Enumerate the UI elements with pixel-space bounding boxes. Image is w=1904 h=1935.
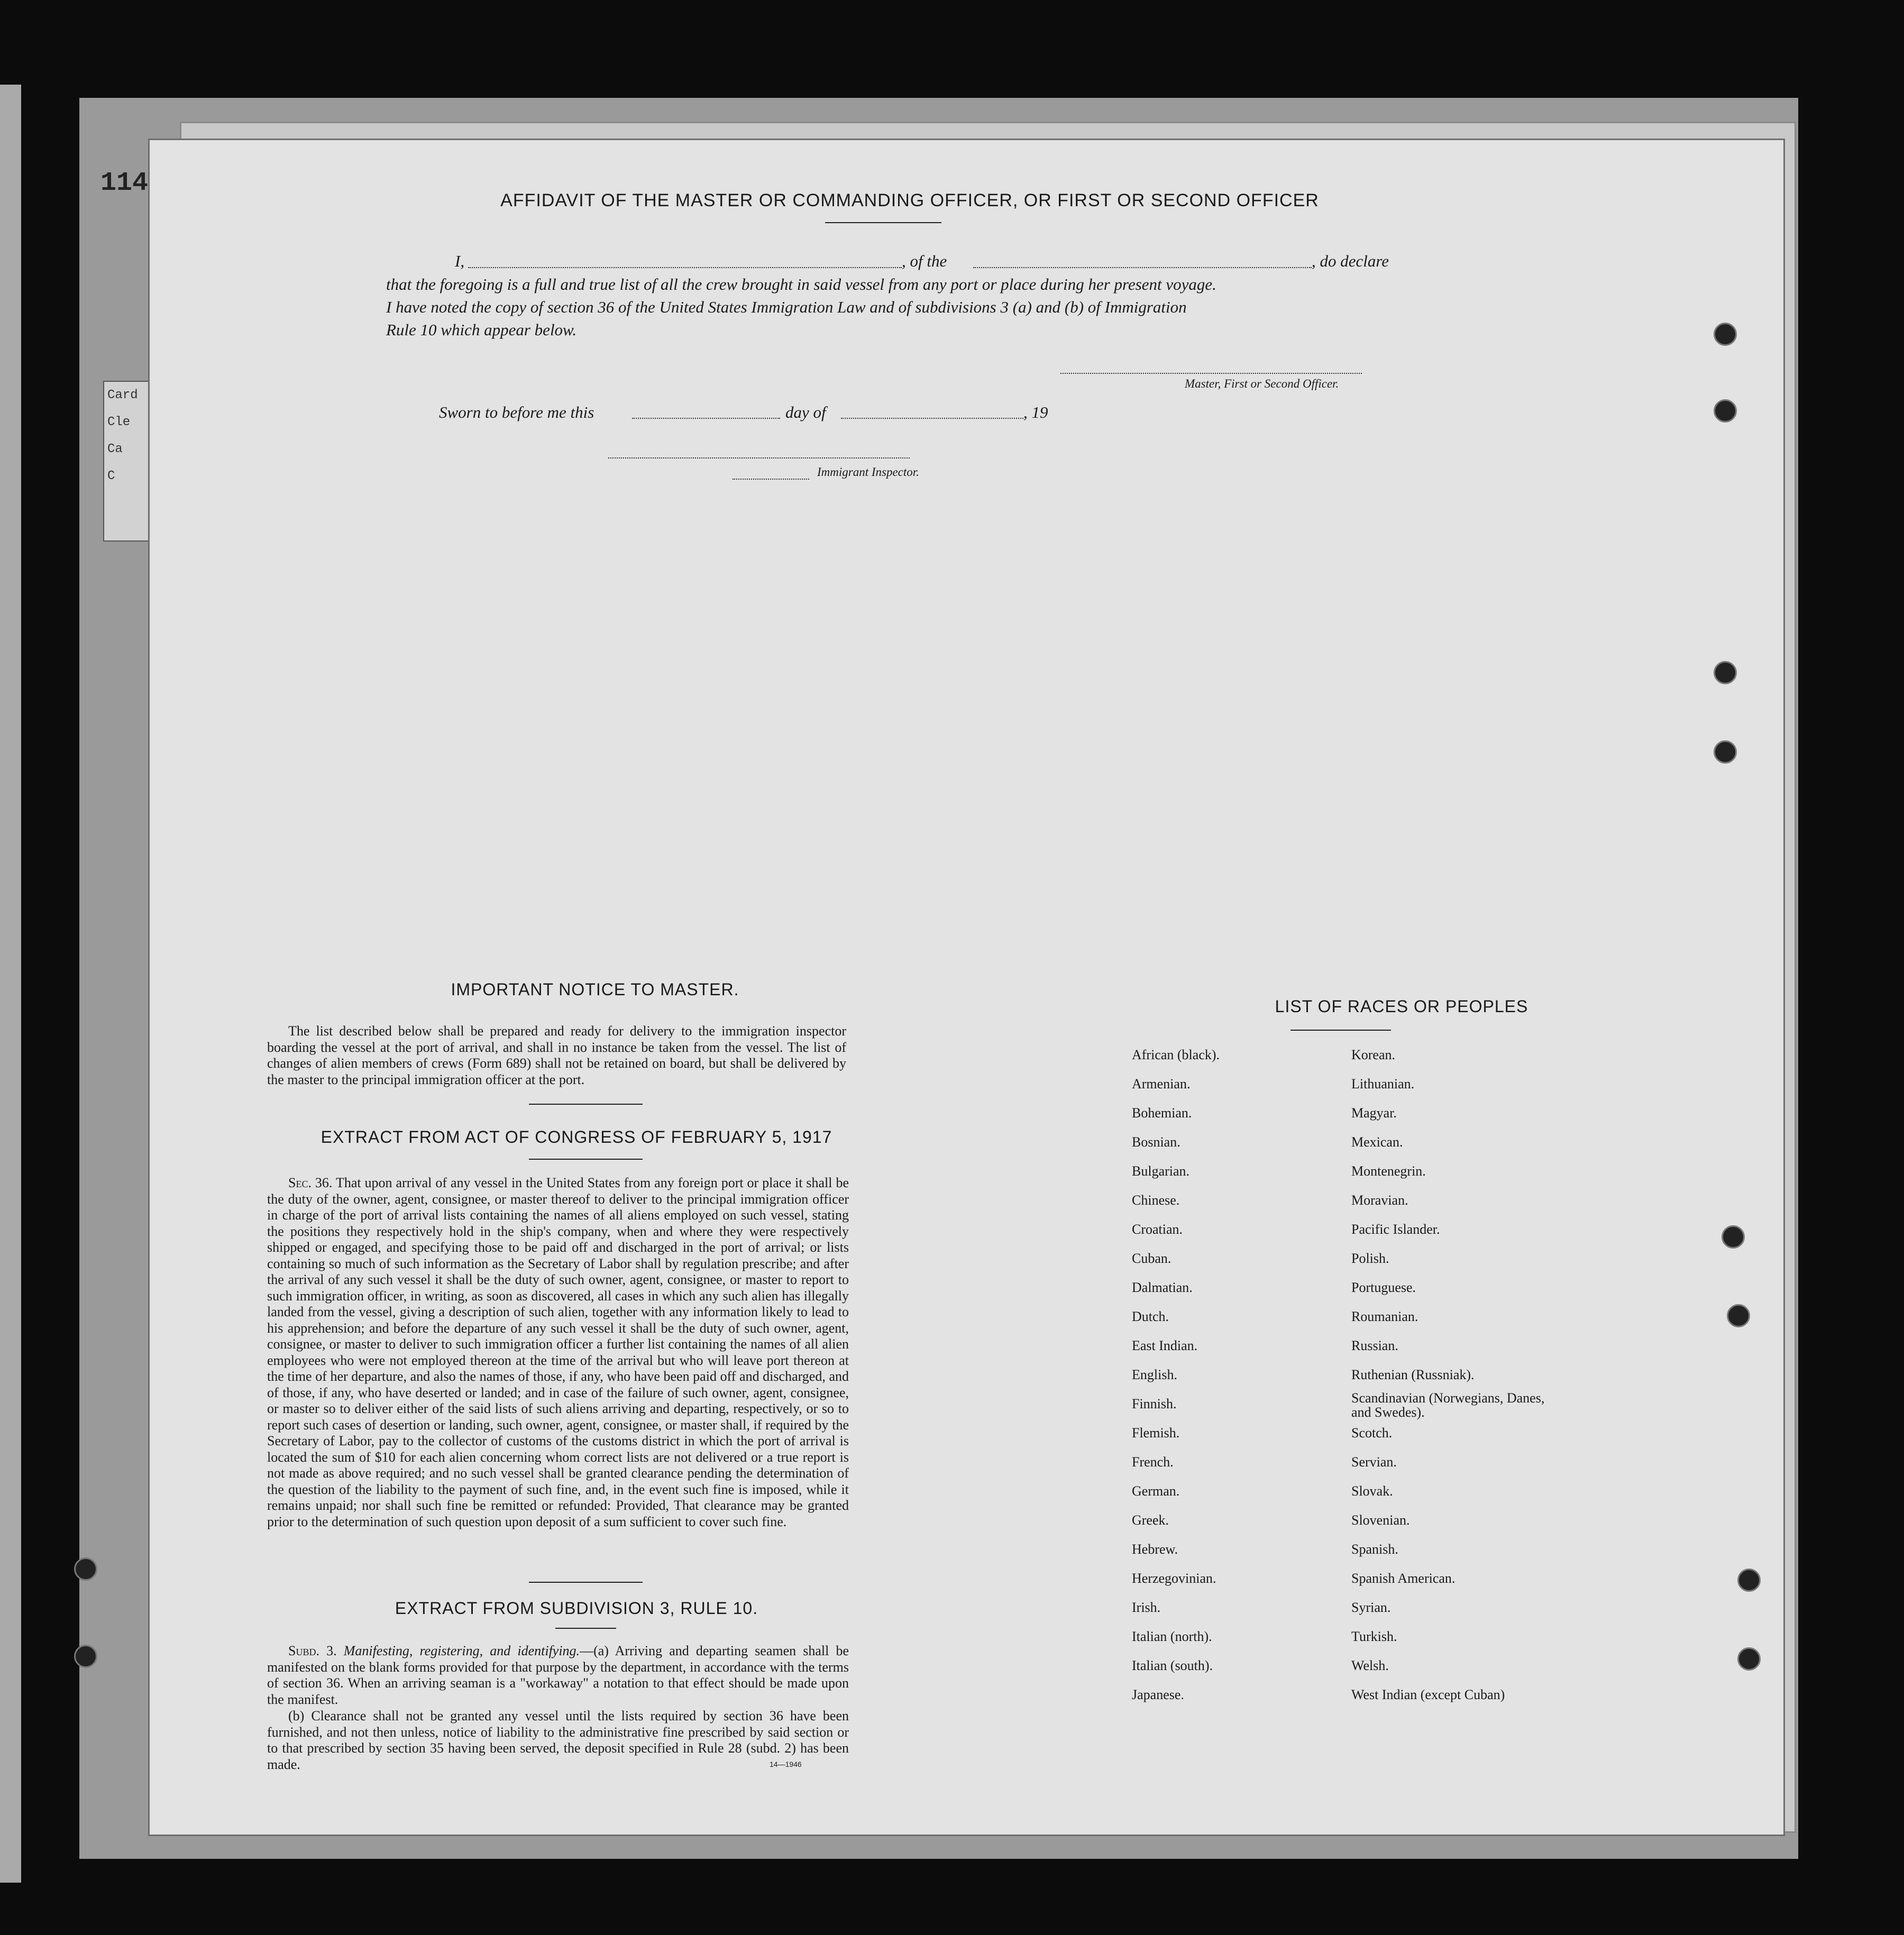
year-label: , 19 (1023, 403, 1048, 421)
divider (529, 1104, 643, 1105)
race-item: Ruthenian (Russniak). (1351, 1367, 1475, 1382)
race-item: Dutch. (1132, 1309, 1169, 1324)
race-item: Italian (north). (1132, 1629, 1212, 1644)
card-stamp: Card Cle Ca C (103, 381, 153, 542)
race-item: Armenian. (1132, 1076, 1191, 1092)
title-divider (825, 222, 941, 223)
race-item: Montenegrin. (1351, 1163, 1426, 1179)
race-item: Syrian. (1351, 1600, 1391, 1615)
notice-text: The list described below shall be prepared and ready for delivery to the immigration inspector boarding the vessel at the port of arrival, and shall in no instance be taken from the vessel. The list of changes of alien members of crews (Form 689) shall not be retained on board, but shall be delivered by the master to the principal immigration officer at the port. (267, 1023, 846, 1087)
punch-hole-icon (1737, 1647, 1761, 1671)
race-item: Flemish. (1132, 1425, 1180, 1441)
rule-extract-title: EXTRACT FROM SUBDIVISION 3, RULE 10. (395, 1599, 758, 1618)
divider (555, 1628, 616, 1629)
punch-hole-icon (74, 1645, 97, 1668)
race-item: East Indian. (1132, 1338, 1198, 1353)
subdivision-3-a (267, 1643, 849, 1708)
inspector-field[interactable] (608, 457, 910, 458)
race-item: Servian. (1351, 1454, 1397, 1470)
race-item: Dalmatian. (1132, 1280, 1193, 1295)
section-body: That upon arrival of any vessel in the United States from any foreign port or place it shall be the duty of the owner, agent, consignee, or master thereof to deliver to the principal immigration officer in charge of the port of arrival lists containing the names of all aliens employed on such vessel, stating the positions they respectively hold in the ship's company, when and where they were respectively shipped or engaged, and specifying those to be paid off and discharged in the port of arrival; or lists containing so much of such information as the Secretary of Labor shall by regulation prescribe; and after the arrival of any such vessel it shall be the duty of such owner, agent, consignee, or master to report to such immigration officer, in writing, as soon as discovered, all cases in which any such alien has illegally landed from the vessel, giving a description of such alien, together with any information likely to lead to his apprehension; and before the departure of any such vessel it shall be the duty of such owner, agent, consignee, or master to deliver to such immigration officer a further list containing the names of all alien employees who were not employed thereon at the time of the arrival but who will leave port thereon at the time of her departure, and also the names of those, if any, who have been paid off and discharged, and of those, if any, who have deserted or landed; and in case of the failure of such owner, agent, consignee, or master so to deliver either of the said lists of such aliens arriving and departing, respectively, or so to report such cases of desertion or landing, such owner, agent, consignee, or master shall, if required by the Secretary of Labor, pay to the collector of customs of the customs district in which the port of arrival is located the sum of $10 for each alien concerning whom correct lists are not delivered or a true report is not made as above required; and no such vessel shall be granted clearance pending the determination of the question of the liability to the payment of such fine, and, in the event such fine is imposed, while it remains unpaid; nor shall such fine be remitted or refunded: Provided, That clearance may be granted prior to the determination of such question upon deposit of a sum sufficient to cover such fine. (267, 1175, 849, 1529)
day-of-label: day of (785, 403, 826, 421)
race-item: Scotch. (1351, 1425, 1393, 1441)
of-the-label: , of the (902, 252, 947, 270)
race-item: Turkish. (1351, 1629, 1397, 1644)
race-item: Hebrew. (1132, 1542, 1178, 1557)
signature-field[interactable] (1060, 373, 1362, 374)
section-36-text (267, 1175, 849, 1530)
section-label: Sec. 36. (288, 1175, 333, 1190)
form-number: 14—1946 (770, 1760, 802, 1768)
declarant-name-field[interactable] (468, 267, 902, 268)
subd-label: Subd. 3. (288, 1643, 337, 1658)
sworn-month-field[interactable] (841, 418, 1023, 419)
race-item: Chinese. (1132, 1193, 1180, 1208)
sworn-day-field[interactable] (632, 418, 780, 419)
punch-hole-icon (1714, 740, 1737, 764)
inspector-label: Immigrant Inspector. (817, 465, 919, 479)
race-item: Finnish. (1132, 1396, 1177, 1411)
race-item: Lithuanian. (1351, 1076, 1415, 1092)
race-item: German. (1132, 1483, 1180, 1499)
race-item: Slovak. (1351, 1483, 1393, 1499)
act-extract-title: EXTRACT FROM ACT OF CONGRESS OF FEBRUARY 5, 1917 (321, 1127, 832, 1147)
race-item: Slovenian. (1351, 1512, 1410, 1528)
race-item: Irish. (1132, 1600, 1161, 1615)
race-item: African (black). (1132, 1047, 1220, 1062)
race-item: Spanish American. (1351, 1571, 1456, 1586)
race-item: Spanish. (1351, 1542, 1398, 1557)
race-item: Moravian. (1351, 1193, 1408, 1208)
inspector-underline (733, 479, 809, 480)
race-item: Bosnian. (1132, 1134, 1180, 1150)
races-title: LIST OF RACES OR PEOPLES (1275, 997, 1528, 1016)
signature-label: Master, First or Second Officer. (1185, 377, 1339, 390)
race-item: Herzegovinian. (1132, 1571, 1216, 1586)
race-item: Magyar. (1351, 1105, 1397, 1121)
race-item: Polish. (1351, 1251, 1389, 1266)
race-item: Mexican. (1351, 1134, 1403, 1150)
adjacent-page-edge (0, 85, 21, 1883)
race-item: Roumanian. (1351, 1309, 1418, 1324)
affidavit-line-3: I have noted the copy of section 36 of the United States Immigration Law and of subdivisions 3 (a) and (b) of Immigration (386, 298, 1187, 316)
race-item: Cuban. (1132, 1251, 1171, 1266)
do-declare-label: , do declare (1312, 252, 1389, 270)
divider (529, 1159, 643, 1160)
vessel-name-field[interactable] (973, 267, 1312, 268)
divider (1290, 1030, 1391, 1031)
race-item: Welsh. (1351, 1658, 1389, 1673)
race-item: West Indian (except Cuban) (1351, 1687, 1505, 1702)
race-item: Pacific Islander. (1351, 1222, 1440, 1237)
declarant-label: I, (455, 252, 465, 270)
punch-hole-icon (1714, 323, 1737, 346)
punch-hole-icon (1722, 1225, 1745, 1249)
race-item: Greek. (1132, 1512, 1169, 1528)
affidavit-line-2: that the foregoing is a full and true list of all the crew brought in said vessel from any port or place during her present voyage. (386, 275, 1216, 294)
race-item: Croatian. (1132, 1222, 1183, 1237)
divider (529, 1582, 643, 1583)
subd-heading: Manifesting, registering, and identifying. (343, 1643, 580, 1658)
subd-para-a: —(a) Arriving and departing seamen shall be manifested on the blank forms provided for that purpose by the department, in accordance with the terms of section 36. When an arriving seaman is a "workaway" a notation to that effect should be made upon the manifest. (267, 1643, 849, 1707)
race-item: Italian (south). (1132, 1658, 1213, 1673)
race-item: Portuguese. (1351, 1280, 1416, 1295)
race-item: Scandinavian (Norwegians, Danes, and Swedes). (1351, 1390, 1545, 1420)
punch-hole-icon (1714, 399, 1737, 423)
punch-hole-icon (1737, 1569, 1761, 1592)
race-item: Russian. (1351, 1338, 1398, 1353)
sworn-label: Sworn to before me this (439, 403, 594, 421)
affidavit-title: AFFIDAVIT OF THE MASTER OR COMMANDING OFFICER, OR FIRST OR SECOND OFFICER (500, 190, 1319, 210)
punch-hole-icon (1714, 661, 1737, 684)
race-item: Japanese. (1132, 1687, 1184, 1702)
subdivision-3-b: (b) Clearance shall not be granted any vessel until the lists required by section 36 have been furnished, and not then unless, notice of liability to the administrative fine prescribed by said section or to that prescribed by section 35 having been served, the deposit specified in Rule 28 (subd. 2) has been made. (267, 1708, 849, 1772)
affidavit-line-4: Rule 10 which appear below. (386, 320, 577, 339)
notice-title: IMPORTANT NOTICE TO MASTER. (451, 980, 739, 999)
race-item: Korean. (1351, 1047, 1396, 1062)
race-item: French. (1132, 1454, 1174, 1470)
punch-hole-icon (74, 1557, 97, 1581)
page-number: 114 (100, 168, 149, 198)
race-item: English. (1132, 1367, 1177, 1382)
race-item: Bohemian. (1132, 1105, 1192, 1121)
punch-hole-icon (1727, 1304, 1750, 1327)
race-item: Bulgarian. (1132, 1163, 1190, 1179)
